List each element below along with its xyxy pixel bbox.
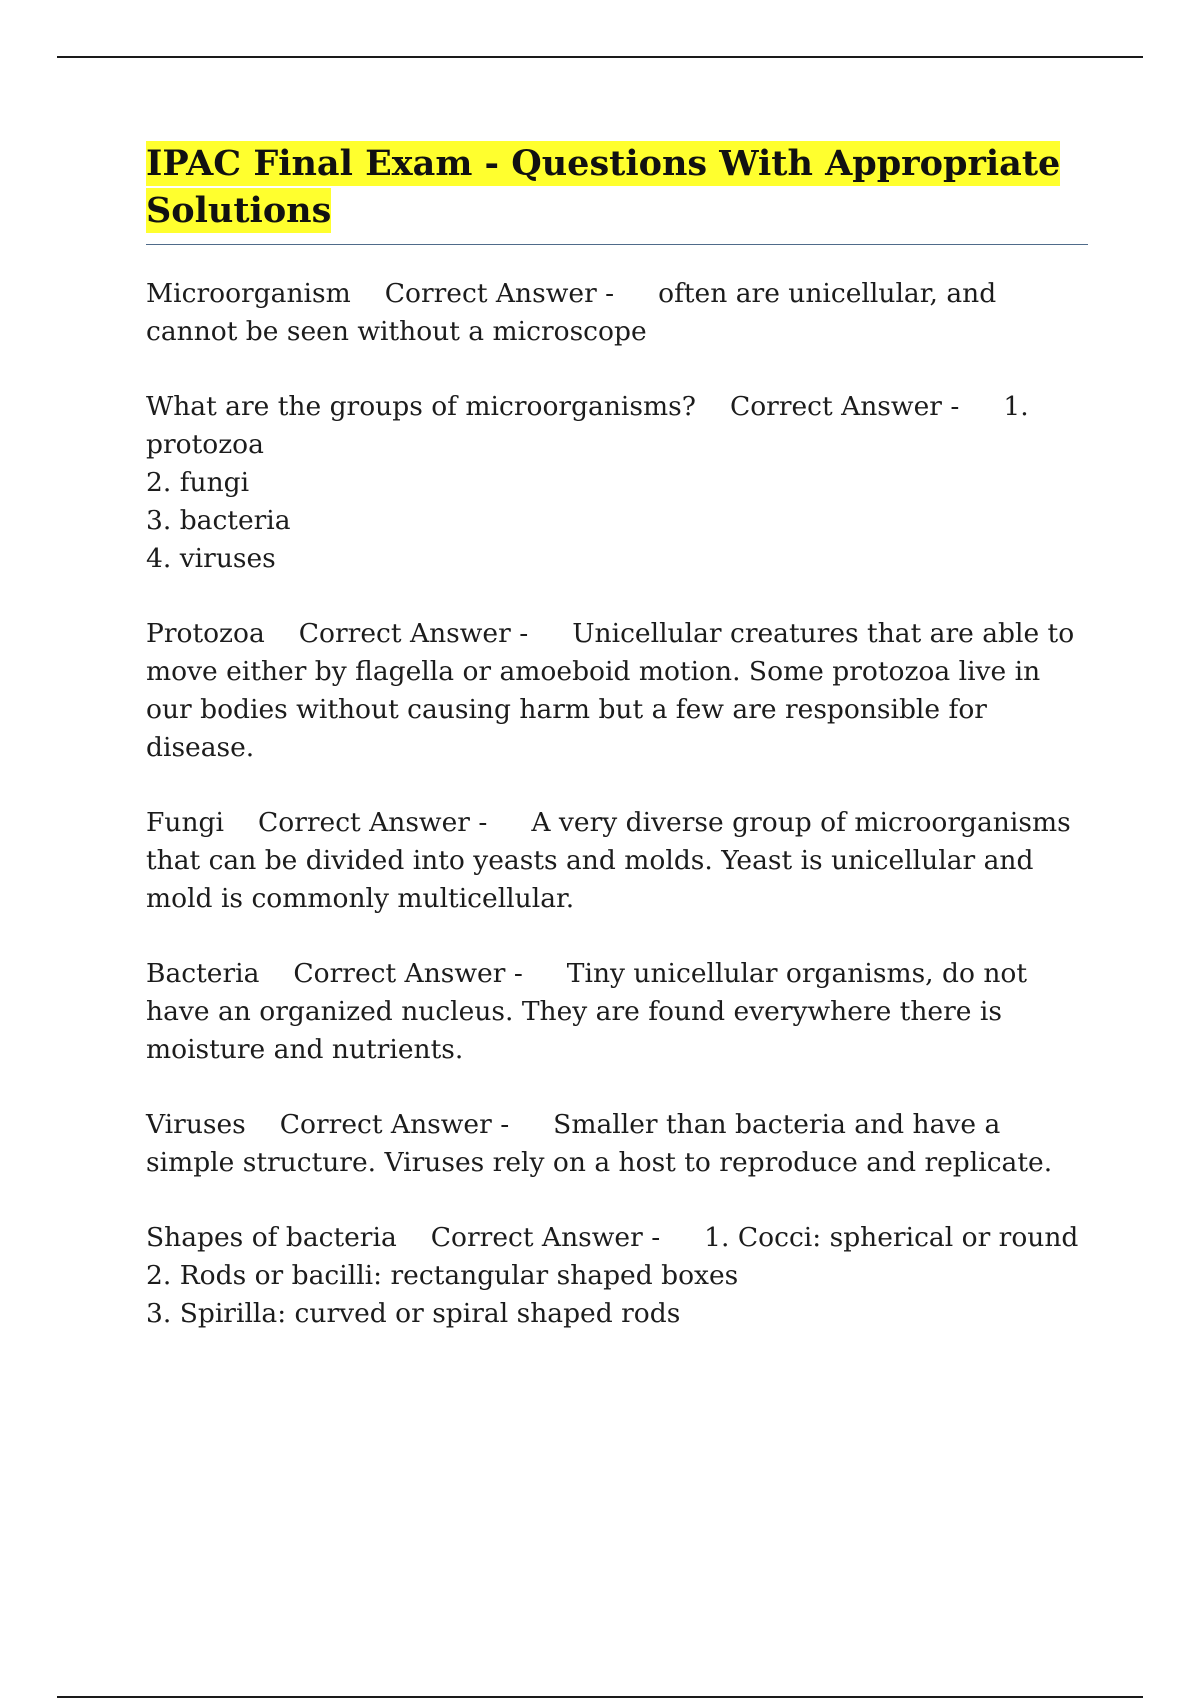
qa-answer-line: 2. fungi xyxy=(146,467,250,498)
qa-item-viruses xyxy=(146,1106,1088,1182)
qa-answer-line: 4. viruses xyxy=(146,543,276,574)
qa-answer-line: 1. Cocci: spherical or round xyxy=(704,1222,1079,1253)
qa-answer-label: Correct Answer xyxy=(430,1222,643,1253)
document-title-text: IPAC Final Exam - Questions With Appropriate Solutions xyxy=(146,143,1061,231)
qa-answer-label: Correct Answer xyxy=(729,391,942,422)
qa-separator: - xyxy=(605,278,615,309)
qa-term: Microorganism xyxy=(146,278,351,309)
qa-answer: often are unicellular, and cannot be seen without a microscope xyxy=(146,278,997,347)
qa-item-fungi xyxy=(146,804,1088,918)
qa-separator: - xyxy=(513,958,523,989)
qa-answer-label: Correct Answer xyxy=(384,278,597,309)
qa-separator: - xyxy=(950,391,960,422)
qa-term: Protozoa xyxy=(146,618,265,649)
qa-item-protozoa xyxy=(146,615,1088,767)
title-underline xyxy=(146,244,1088,245)
qa-answer: Smaller than bacteria and have a simple structure. Viruses rely on a host to reproduce and replicate. xyxy=(146,1109,1053,1178)
qa-answer-line: 1. protozoa xyxy=(146,391,1029,460)
qa-item-bacteria xyxy=(146,955,1088,1069)
qa-term: Shapes of bacteria xyxy=(146,1222,397,1253)
qa-answer: A very diverse group of microorganisms that can be divided into yeasts and molds. Yeast is unicellular and mold is commonly multicellular. xyxy=(146,807,1071,914)
qa-item-microorganism xyxy=(146,275,1088,351)
qa-answer-label: Correct Answer xyxy=(279,1109,492,1140)
qa-term: Bacteria xyxy=(146,958,260,989)
qa-answer: Unicellular creatures that are able to move either by flagella or amoeboid motion. Some protozoa live in our bodies without causing harm but a few are responsible for disease. xyxy=(146,618,1075,763)
document-title xyxy=(146,140,1088,234)
qa-answer-label: Correct Answer xyxy=(298,618,511,649)
qa-separator: - xyxy=(478,807,488,838)
qa-term: What are the groups of microorganisms? xyxy=(146,391,696,422)
qa-separator: - xyxy=(651,1222,661,1253)
qa-answer-line: 2. Rods or bacilli: rectangular shaped boxes xyxy=(146,1260,739,1291)
qa-separator: - xyxy=(500,1109,510,1140)
qa-answer: Tiny unicellular organisms, do not have an organized nucleus. They are found everywhere there is moisture and nutrients. xyxy=(146,958,1028,1065)
qa-answer-line: 3. bacteria xyxy=(146,505,291,536)
qa-term: Viruses xyxy=(146,1109,246,1140)
page-bottom-rule xyxy=(57,1696,1143,1698)
qa-answer-label: Correct Answer xyxy=(257,807,470,838)
qa-answer-label: Correct Answer xyxy=(293,958,506,989)
page-top-rule xyxy=(57,56,1143,58)
qa-answer-line: 3. Spirilla: curved or spiral shaped rods xyxy=(146,1298,681,1329)
qa-separator: - xyxy=(519,618,529,649)
qa-item-shapes-of-bacteria xyxy=(146,1219,1088,1333)
qa-item-groups xyxy=(146,388,1088,578)
document-body xyxy=(146,140,1088,1370)
qa-term: Fungi xyxy=(146,807,224,838)
